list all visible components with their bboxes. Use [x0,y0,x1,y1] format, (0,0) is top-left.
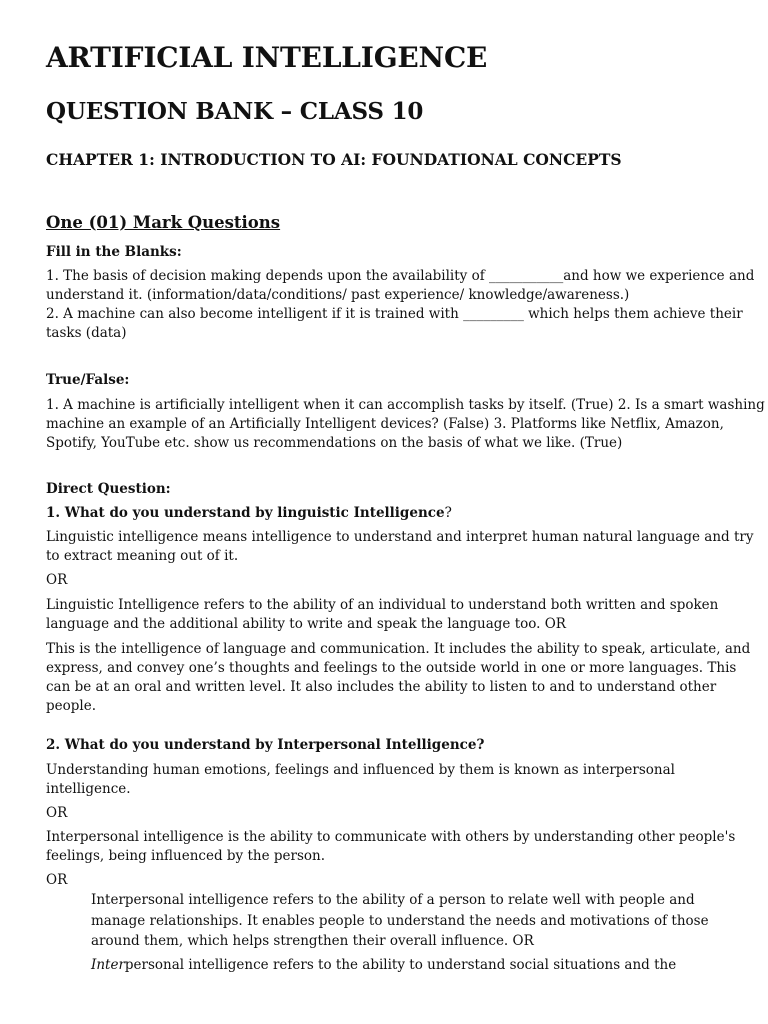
answer-1c: This is the intelligence of language and communication. It includes the ability to speak, articulate, and express, and convey one’s thoughts and feelings to the outside world in one or more languages. This can be at an oral and written level. It also includes the ability to listen to and to understand other people. [46,641,751,714]
or-separator: OR [46,805,68,821]
fill-blanks-label: Fill in the Blanks: [46,244,182,260]
answer-2d: Interpersonal intelligence refers to the ability to understand social situations and the [91,957,677,973]
doc-subtitle: QUESTION BANK – CLASS 10 [46,98,424,125]
question-1: 1. What do you understand by linguistic Intelligence? [46,505,452,521]
true-false-label: True/False: [46,372,130,388]
answer-1b: Linguistic Intelligence refers to the ability of an individual to understand both written and spoken language and the additional ability to write and speak the language too. OR [46,597,719,632]
section-heading: One (01) Mark Questions [46,213,281,232]
true-false-text: 1. A machine is artificially intelligent when it can accomplish tasks by itself. (True) 2. Is a smart washing machine an example of an Artificially Intelligent devices? (False) 3. Platforms like Netflix, Amazon, Spotify, YouTube etc. show us recommendations on the basis of what we like. (True) [46,397,765,451]
doc-title: ARTIFICIAL INTELLIGENCE [46,41,488,74]
chapter-heading: CHAPTER 1: INTRODUCTION TO AI: FOUNDATIONAL CONCEPTS [46,150,622,169]
answer-1a: Linguistic intelligence means intelligence to understand and interpret human natural language and try to extract meaning out of it. [46,529,754,564]
question-2: 2. What do you understand by Interpersonal Intelligence? [46,737,485,753]
answer-2a: Understanding human emotions, feelings and influenced by them is known as interpersonal intelligence. [46,762,675,797]
fill-blanks-text: 1. The basis of decision making depends upon the availability of ___________and how we experience and understand it. (information/data/conditions/ past experience/ knowledge/awareness.) 2. A machine can also become intelligent if it is trained with _________ which helps them achieve their tasks (data) [46,268,755,341]
direct-question-label: Direct Question: [46,481,171,497]
or-separator: OR [46,872,68,888]
answer-2b: Interpersonal intelligence is the ability to communicate with others by understanding other people's feelings, being influenced by the person. [46,829,736,864]
answer-2c: Interpersonal intelligence refers to the ability of a person to relate well with people and manage relationships. It enables people to understand the needs and motivations of those around them, which helps strengthen their overall influence. OR [91,892,709,949]
or-separator: OR [46,572,68,588]
